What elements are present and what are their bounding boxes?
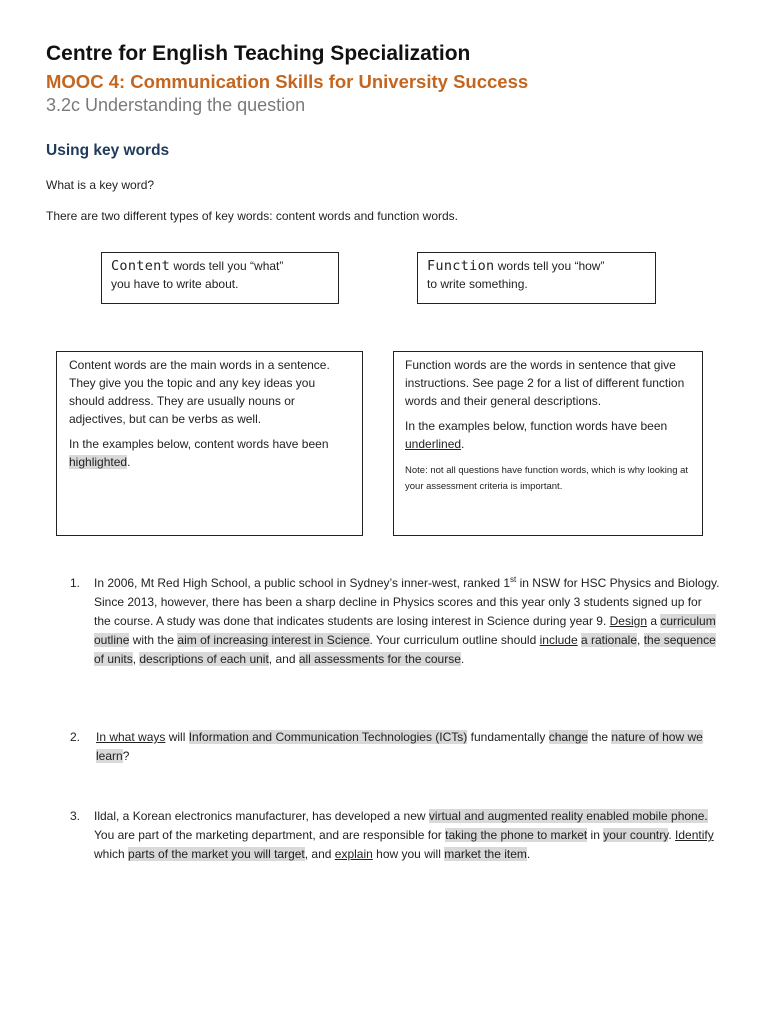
function-term: Function [427,258,495,274]
function-word: explain [334,847,373,861]
content-word: nature of how we learn [96,730,703,763]
function-word: In what ways [96,730,166,744]
content-term: Content [111,258,170,274]
function-word: Identify [675,828,714,842]
question-2 [70,728,720,766]
content-word: market the item [444,847,527,861]
function-description-box [393,351,703,536]
content-line2: you have to write about. [111,277,239,291]
highlighted-sample: highlighted [69,455,128,469]
question-3 [70,807,720,864]
function-word: Design [609,614,647,628]
content-word: a rationale [580,633,638,647]
question-1 [70,574,720,669]
intro-question: What is a key word? [46,178,155,192]
function-word: include [539,633,578,647]
content-word: change [548,730,589,744]
question-number: 3. [70,809,81,823]
content-example-note: In the examples below, content words have been highlighted. [69,437,329,469]
content-line1: words tell you “what” [170,259,284,273]
function-words-box [417,252,656,304]
function-line1: words tell you “how” [494,259,605,273]
question-number: 2. [70,730,81,744]
content-word: virtual and augmented reality enabled mobile phone. [428,809,708,823]
content-word: descriptions of each unit [139,652,269,666]
content-word: all assessments for the course [298,652,461,666]
content-description: Content words are the main words in a sentence. They give you the topic and any key ideas you should address. They are usually nouns or adjectives, but can be verbs as well. [69,358,330,426]
function-line2: to write something. [427,277,528,291]
function-note: Note: not all questions have function words, which is why looking at your assessment criteria is important. [405,465,689,492]
content-word: the sequence of units [94,633,716,666]
page-title: Centre for English Teaching Specialization [46,42,471,65]
course-title: MOOC 4: Communication Skills for University Success [46,71,529,92]
content-description-box [56,351,363,536]
subheading: Using key words [46,142,170,159]
content-word: your country [603,828,669,842]
intro-statement: There are two different types of key words: content words and function words. [46,209,458,223]
content-words-box [101,252,339,304]
content-word: aim of increasing interest in Science [177,633,370,647]
content-word: parts of the market you will target [128,847,305,861]
content-word: taking the phone to market [445,828,588,842]
question-text: Ildal, a Korean electronics manufacturer, has developed a new virtual and augmented reality enabled mobile phone. You are part of the marketing department, and are responsible for taking the phone to market in your country. Identify which parts of the market you will target, and explain how you will market the item. [94,809,714,861]
question-number: 1. [70,576,81,590]
question-text: In what ways will Information and Communication Technologies (ICTs) fundamentally change the nature of how we learn? [96,730,703,763]
content-word: curriculum outline [94,614,716,647]
underlined-sample: underlined [405,437,462,451]
function-example-note: In the examples below, function words have been underlined. [405,419,668,451]
content-word: Information and Communication Technologies (ICTs) [188,730,468,744]
function-description: Function words are the words in sentence that give instructions. See page 2 for a list of different function words and their general descriptions. [405,358,685,408]
section-title: 3.2c Understanding the question [46,95,306,115]
question-text: In 2006, Mt Red High School, a public school in Sydney’s inner-west, ranked 1st in NSW for HSC Physics and Biology. Since 2013, however, there has been a sharp decline in Physics scores and this year only 3 students signed up for the course. A study was done that indicates students are losing interest in Science during year 9. Design a curriculum outline with the aim of increasing interest in Science. Your curriculum outline should include a rationale, the sequence of units, descriptions of each unit, and all assessments for the course. [94,575,720,666]
